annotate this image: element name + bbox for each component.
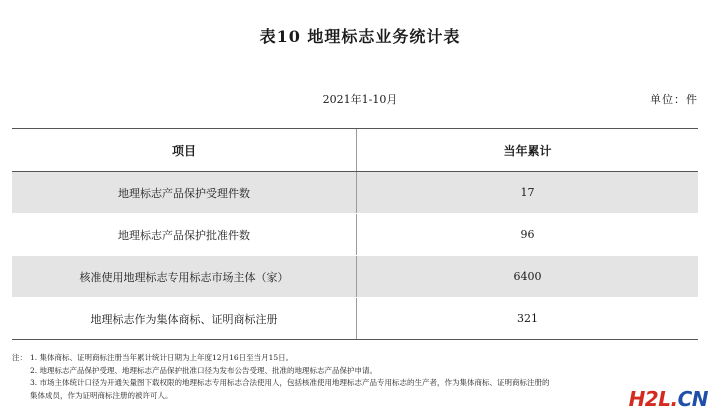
footnote-text: 3. 市场主体统计口径为开通矢量图下载权限的地理标志专用标志合法使用人，包括核准使用地理标志产品专用标志的生产者，作为集体商标、证明商标注册的 xyxy=(30,378,550,387)
footnotes xyxy=(12,352,652,402)
header-item: 项目 xyxy=(12,129,357,171)
row-item: 地理标志产品保护批准件数 xyxy=(12,214,357,255)
date-range: 2021年1-10月 xyxy=(322,93,398,106)
footnote-text: 2. 地理标志产品保护受理、地理标志产品保护批准口径为发布公告受理、批准的地理标志产品保护申请。 xyxy=(30,365,378,375)
footnote-label: 注： xyxy=(12,353,27,362)
footnote-line xyxy=(12,377,652,390)
table-row xyxy=(12,298,698,339)
row-item: 地理标志作为集体商标、证明商标注册 xyxy=(12,298,357,339)
row-value: 17 xyxy=(520,186,535,199)
row-value: 96 xyxy=(520,228,535,241)
row-value: 6400 xyxy=(513,270,542,283)
header-cumulative: 当年累计 xyxy=(503,143,552,158)
table-row xyxy=(12,172,698,214)
row-item: 地理标志产品保护受理件数 xyxy=(12,172,357,213)
table-header-row xyxy=(12,129,698,172)
table-row xyxy=(12,256,698,298)
row-value: 321 xyxy=(517,312,538,325)
footnote-line xyxy=(12,390,652,403)
footnote-text: 1. 集体商标、证明商标注册当年累计统计日期为上年度12月16日至当月15日。 xyxy=(30,353,294,362)
unit-label: 单位：件 xyxy=(650,93,698,106)
table-row xyxy=(12,214,698,256)
row-item: 核准使用地理标志专用标志市场主体（家） xyxy=(12,256,357,297)
footnote-line xyxy=(12,365,652,378)
watermark xyxy=(629,387,708,411)
footnote-line xyxy=(12,352,652,365)
watermark-logo: H2L.CN xyxy=(628,387,708,411)
footnote-text: 集体成员，作为证明商标注册的被许可人。 xyxy=(30,390,173,400)
statistics-table xyxy=(12,128,698,340)
table-title: 表10 地理标志业务统计表 xyxy=(259,27,461,46)
